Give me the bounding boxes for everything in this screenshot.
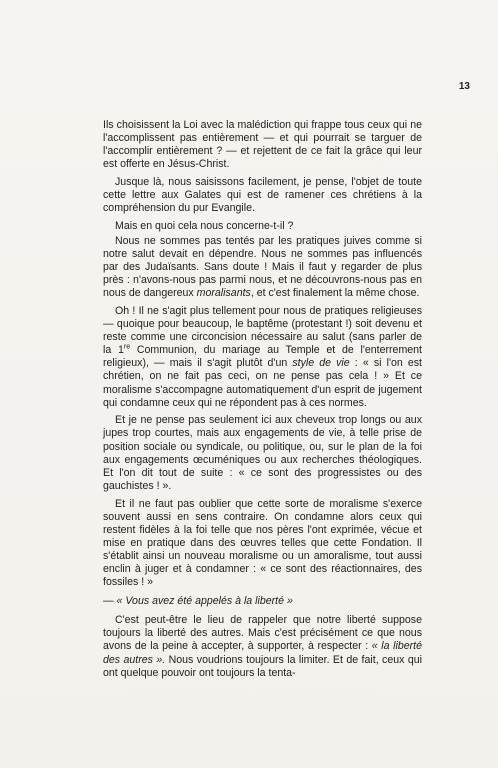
paragraph-2: Jusque là, nous saisissons facilement, je pense, l'objet de toute cette lettre aux Galates qui est de ramener ces chrétiens à la compréhension du pur Evangile.	[103, 175, 422, 215]
paragraph-6: Et je ne pense pas seulement ici aux cheveux trop longs ou aux jupes trop courtes, mais aux engagements de vie, à telle prise de position sociale ou syndicale, ou politique, ou, sur le plan de la foi aux engagements œcuméniques ou aux recherches théologiques. Et l'on dit tout de suite : « ce sont des progressistes ou des gauchistes ! ».	[103, 414, 422, 492]
paragraph-1: Ils choisissent la Loi avec la malédiction qui frappe tous ceux qui ne l'accomplissent pas entièrement — et qui pourrait se targuer de l'accomplir entièrement ? — et rejettent de ce fait la grâce qui leur est offerte en Jésus-Christ.	[103, 119, 422, 171]
paragraph-8	[103, 614, 422, 679]
quote-italic: « Vous avez été appelés à la liberté »	[116, 595, 293, 608]
paragraph-5-italic: style de vie	[292, 357, 350, 370]
paragraph-5	[103, 305, 422, 410]
quote-heading	[103, 595, 422, 608]
paragraph-4-text-b: , et c'est finalement la même chose.	[250, 287, 420, 300]
paragraph-3: Mais en quoi cela nous concerne-t-il ?	[115, 219, 294, 232]
body-text	[103, 119, 422, 684]
paragraph-5-text-c: : « si l'on est chrétien, on ne fait pas ceci, on ne pense pas cela ! » Et ce moralisme s'accompagne automatiquement d'un esprit de jugement qui condamne ceux qui ne répondent pas à ces normes.	[103, 357, 422, 409]
paragraph-4-text-a: Nous ne sommes pas tentés par les pratiques juives comme si notre salut devait en dépendre. Nous ne sommes pas influencés par des Judaïsants. Sans doute ! Mais il faut y regarder de plus près : n'avons-nous pas parmi nous, et ne découvrons-nous pas en nous de dangereux	[103, 234, 422, 300]
paragraph-4	[103, 235, 422, 300]
paragraph-5-superscript: re	[123, 343, 131, 351]
page-number: 13	[458, 81, 470, 92]
paragraph-8-italic: « la liberté des autres ».	[103, 640, 422, 666]
paragraph-4-italic: moralisants	[196, 287, 251, 300]
quote-dash: —	[103, 595, 117, 608]
paragraph-7: Et il ne faut pas oublier que cette sorte de moralisme s'exerce souvent aussi en sens contraire. On condamne alors ceux qui restent fidèles à la foi telle que nos pères l'ont exprimée, vécue et mise en pratique dans des œuvres telles que cette Fondation. Il s'établit ainsi un nouveau moralisme ou un amoralisme, tout aussi enclin à juger et à condamner : « ce sont des réactionnaires, des fossiles ! »	[103, 497, 422, 589]
paragraph-5-text-b: Communion, du mariage au Temple et de l'enterrement religieux), — mais il s'agit plutôt d'un	[103, 344, 422, 370]
paragraph-8-text-a: C'est peut-être le lieu de rappeler que notre liberté suppose toujours la liberté des autres. Mais c'est précisément ce que nous avons de la peine à accepter, à supporter, à respecter :	[103, 614, 422, 653]
paragraph-8-text-b: Nous voudrions toujours la limiter. Et de fait, ceux qui ont quelque pouvoir ont toujours la tenta-	[103, 653, 422, 679]
paragraph-5-text-a: Oh ! Il ne s'agit plus tellement pour nous de pratiques religieuses — quoique pour beaucoup, le baptême (protestant !) soit devenu et reste comme une circoncision nécessaire au salut (sans parler de la 1	[103, 305, 422, 357]
